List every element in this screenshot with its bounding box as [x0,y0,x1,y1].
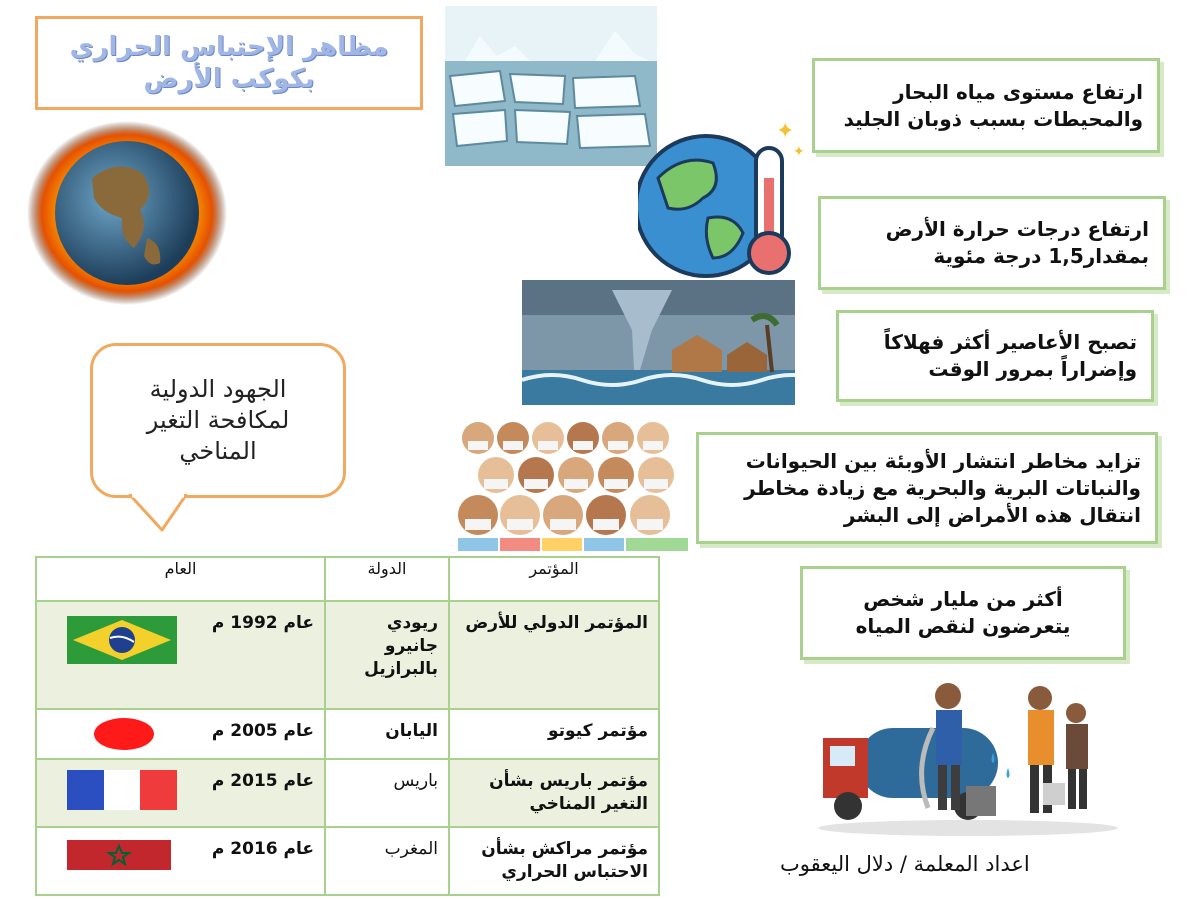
author-credit: اعداد المعلمة / دلال اليعقوب [780,852,1030,876]
bubble-tail [128,494,188,532]
header-conference: المؤتمر [449,557,659,601]
title-line-2: بكوكب الأرض [143,64,315,94]
bubble-line-1: الجهود الدولية [149,374,287,403]
earth-thermometer-icon [638,118,808,283]
melting-ice-image [445,6,657,166]
conferences-table [35,556,660,896]
cell-year [36,601,325,709]
effect-3-line-1: تصبح الأعاصير أكثر فهلاكاً [883,330,1137,354]
cell-conference: مؤتمر كيوتو [449,709,659,759]
bubble-line-3: المناخي [179,437,257,466]
cell-year [36,759,325,827]
table-row [36,759,659,827]
burning-earth-image [22,118,232,308]
cell-conference: مؤتمر مراكش بشأن الاحتباس الحراري [449,827,659,895]
effect-box-sea-level [812,58,1160,153]
tornado-image [522,280,795,405]
header-year: العام [36,557,325,601]
year-text: عام 2016 م [211,839,314,859]
year-text: عام 2015 م [211,771,314,791]
effect-4-line-3: انتقال هذه الأمراض إلى البشر [843,502,1141,527]
cell-conference: مؤتمر باريس بشأن التغير المناخي [449,759,659,827]
effect-4-line-1: تزايد مخاطر انتشار الأوبئة بين الحيوانات [745,448,1141,473]
table-row [36,601,659,709]
cell-country: المغرب [325,827,449,895]
effect-5-line-1: أكثر من مليار شخص [863,587,1063,611]
effect-1-line-1: ارتفاع مستوى مياه البحار [893,79,1143,104]
table-row [36,827,659,895]
international-efforts-bubble [90,343,346,498]
effect-box-temperature [818,196,1166,290]
france-flag-icon [67,770,177,810]
brazil-flag-icon [67,616,177,664]
svg-text:✦: ✦ [793,144,805,160]
table-row [36,709,659,759]
effect-2-line-2: بمقدار1,5 درجة مئوية [933,244,1149,268]
bubble-line-2: لمكافحة التغير [146,405,290,434]
cell-country: ريودي جانيرو بالبرازيل [325,601,449,709]
morocco-flag-icon [67,840,171,870]
table-header-row [36,557,659,601]
effect-box-epidemics [696,432,1158,544]
year-text: عام 1992 م [211,613,314,633]
japan-flag-icon [92,716,156,752]
year-text: عام 2005 م [211,721,314,741]
effect-4-line-2: والنباتات البرية والبحرية مع زيادة مخاطر [744,475,1141,500]
header-country: الدولة [325,557,449,601]
title-line-1: مظاهر الإحتباس الحراري [69,31,389,62]
effect-box-water-shortage [800,566,1126,660]
cell-year [36,827,325,895]
title-box [35,16,423,110]
cell-country: اليابان [325,709,449,759]
effect-2-line-1: ارتفاع درجات حرارة الأرض [885,217,1149,241]
effect-box-hurricanes [836,310,1154,402]
effect-5-line-2: يتعرضون لنقص المياه [855,614,1071,638]
masked-crowd-image [458,413,688,551]
water-truck-image [818,668,1133,838]
effect-3-line-2: وإضراراً بمرور الوقت [928,357,1137,381]
effect-1-line-2: والمحيطات بسبب ذوبان الجليد [843,106,1143,131]
svg-text:✦: ✦ [776,119,795,144]
cell-conference: المؤتمر الدولي للأرض [449,601,659,709]
cell-country: باريس [325,759,449,827]
cell-year [36,709,325,759]
